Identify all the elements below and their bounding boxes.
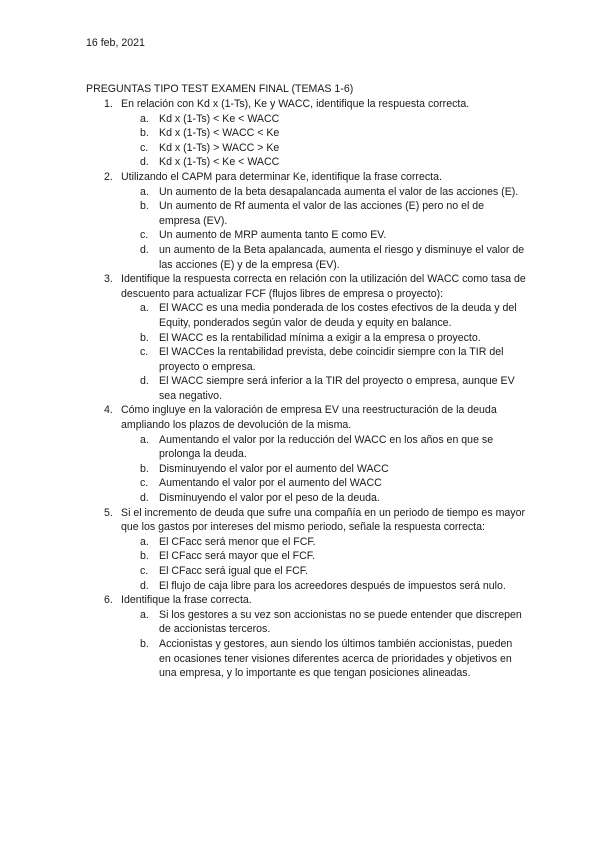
question-text: Si el incremento de deuda que sufre una compañía en un periodo de tiempo es mayor que los gastos por intereses del mismo periodo, señale la respuesta correcta:	[121, 506, 525, 534]
option-letter: d.	[140, 156, 149, 169]
question-text: Identifique la respuesta correcta en relación con la utilización del WACC como tasa de descuento para actualizar FCF (flujos libres de empresa o proyecto):	[121, 273, 526, 300]
option-text: El flujo de caja libre para los acreedores después de impuestos será nulo.	[159, 579, 506, 592]
question-number: 4.	[104, 404, 113, 417]
question-number: 5.	[104, 506, 113, 519]
option-b	[121, 199, 526, 228]
option-text: El WACC es la rentabilidad mínima a exigir a la empresa o proyecto.	[159, 331, 481, 344]
option-text: Disminuyendo el valor por el peso de la deuda.	[159, 492, 380, 505]
option-letter: b.	[140, 550, 149, 563]
option-text: El WACCes la rentabilidad prevista, debe coincidir siempre con la TIR del proyecto o empresa.	[159, 346, 504, 373]
question-text: Utilizando el CAPM para determinar Ke, identifique la frase correcta.	[121, 170, 442, 183]
question-number: 2.	[104, 170, 113, 183]
option-b	[121, 549, 526, 564]
option-text: Un aumento de Rf aumenta el valor de las acciones (E) pero no el de empresa (EV).	[159, 200, 485, 227]
option-c	[121, 345, 526, 374]
question-6	[86, 593, 526, 681]
option-text: El CFacc será menor que el FCF.	[159, 535, 316, 548]
option-letter: a.	[140, 608, 149, 621]
option-a	[121, 608, 526, 637]
option-c	[121, 564, 526, 579]
option-letter: b.	[140, 462, 149, 475]
option-text: Un aumento de la beta desapalancada aumenta el valor de las acciones (E).	[159, 185, 519, 198]
question-1	[86, 97, 526, 170]
option-text: Un aumento de MRP aumenta tanto E como EV.	[159, 229, 387, 242]
option-letter: d.	[140, 492, 149, 505]
option-letter: a.	[140, 112, 149, 125]
option-letter: c.	[140, 346, 149, 359]
option-text: Si los gestores a su vez son accionistas no se puede entender que discrepen de accionistas terceros.	[159, 608, 522, 636]
option-letter: c.	[140, 141, 149, 154]
option-letter: a.	[140, 185, 149, 198]
option-list	[121, 608, 526, 681]
question-number: 1.	[104, 98, 113, 110]
question-number: 6.	[104, 594, 113, 607]
option-text: El WACC siempre será inferior a la TIR del proyecto o empresa, aunque EV sea negativo.	[159, 375, 515, 402]
question-list	[86, 97, 526, 681]
document-date: 16 feb, 2021	[86, 37, 145, 49]
option-text: Aumentando el valor por el aumento del WACC	[159, 477, 382, 490]
question-text: Cómo ingluye en la valoración de empresa EV una reestructuración de la deuda ampliando los plazos de devolución de la misma.	[121, 404, 497, 432]
option-c	[121, 141, 526, 156]
option-letter: d.	[140, 243, 149, 256]
option-letter: c.	[140, 565, 149, 577]
option-d	[121, 243, 526, 272]
question-2	[86, 170, 526, 272]
option-b	[121, 126, 526, 141]
option-letter: b.	[140, 127, 149, 140]
option-d	[121, 374, 526, 403]
option-letter: b.	[140, 200, 149, 213]
option-a	[121, 535, 526, 550]
document-title: PREGUNTAS TIPO TEST EXAMEN FINAL (TEMAS 1-6)	[86, 83, 354, 95]
option-letter: c.	[140, 477, 149, 490]
option-text: El CFacc será igual que el FCF.	[159, 565, 308, 577]
option-letter: d.	[140, 375, 149, 388]
option-a	[121, 433, 526, 462]
option-c	[121, 228, 526, 243]
option-text: un aumento de la Beta apalancada, aumenta el riesgo y disminuye el valor de las acciones (E) y de la empresa (EV).	[159, 243, 525, 271]
option-list	[121, 535, 526, 593]
option-text: El CFacc será mayor que el FCF.	[159, 550, 316, 563]
option-text: Kd x (1-Ts) < Ke < WACC	[159, 112, 280, 125]
option-text: Aumentando el valor por la reducción del WACC en los años en que se prolonga la deuda.	[159, 433, 494, 461]
option-text: Kd x (1-Ts) < Ke < WACC	[159, 156, 280, 169]
option-letter: b.	[140, 331, 149, 344]
question-3	[86, 272, 526, 403]
option-a	[121, 185, 526, 200]
option-d	[121, 491, 526, 506]
option-b	[121, 462, 526, 477]
question-number: 3.	[104, 273, 113, 286]
option-a	[121, 301, 526, 330]
option-list	[121, 112, 526, 170]
option-text: Disminuyendo el valor por el aumento del WACC	[159, 462, 389, 475]
option-letter: a.	[140, 535, 149, 548]
option-list	[121, 433, 526, 506]
option-letter: d.	[140, 579, 149, 592]
option-letter: b.	[140, 637, 149, 650]
option-text: Accionistas y gestores, aun siendo los últimos también accionistas, pueden en ocasiones tener visiones diferentes acerca de prioridades y objetivos en una empresa, y lo importante es que tengan posiciones alineadas.	[159, 637, 513, 680]
option-d	[121, 579, 526, 594]
question-4	[86, 403, 526, 505]
option-list	[121, 185, 526, 273]
option-list	[121, 301, 526, 403]
option-letter: c.	[140, 229, 149, 242]
option-d	[121, 155, 526, 170]
option-text: El WACC es una media ponderada de los costes efectivos de la deuda y del Equity, ponderados según valor de deuda y equity en balance.	[159, 302, 517, 329]
option-text: Kd x (1-Ts) > WACC > Ke	[159, 141, 280, 154]
option-c	[121, 476, 526, 491]
option-text: Kd x (1-Ts) < WACC < Ke	[159, 127, 280, 140]
question-5	[86, 506, 526, 594]
option-letter: a.	[140, 302, 149, 315]
question-text: En relación con Kd x (1-Ts), Ke y WACC, identifique la respuesta correcta.	[121, 98, 470, 110]
option-letter: a.	[140, 433, 149, 446]
option-b	[121, 637, 526, 681]
question-text: Identifique la frase correcta.	[121, 594, 252, 607]
option-a	[121, 112, 526, 127]
option-b	[121, 331, 526, 346]
